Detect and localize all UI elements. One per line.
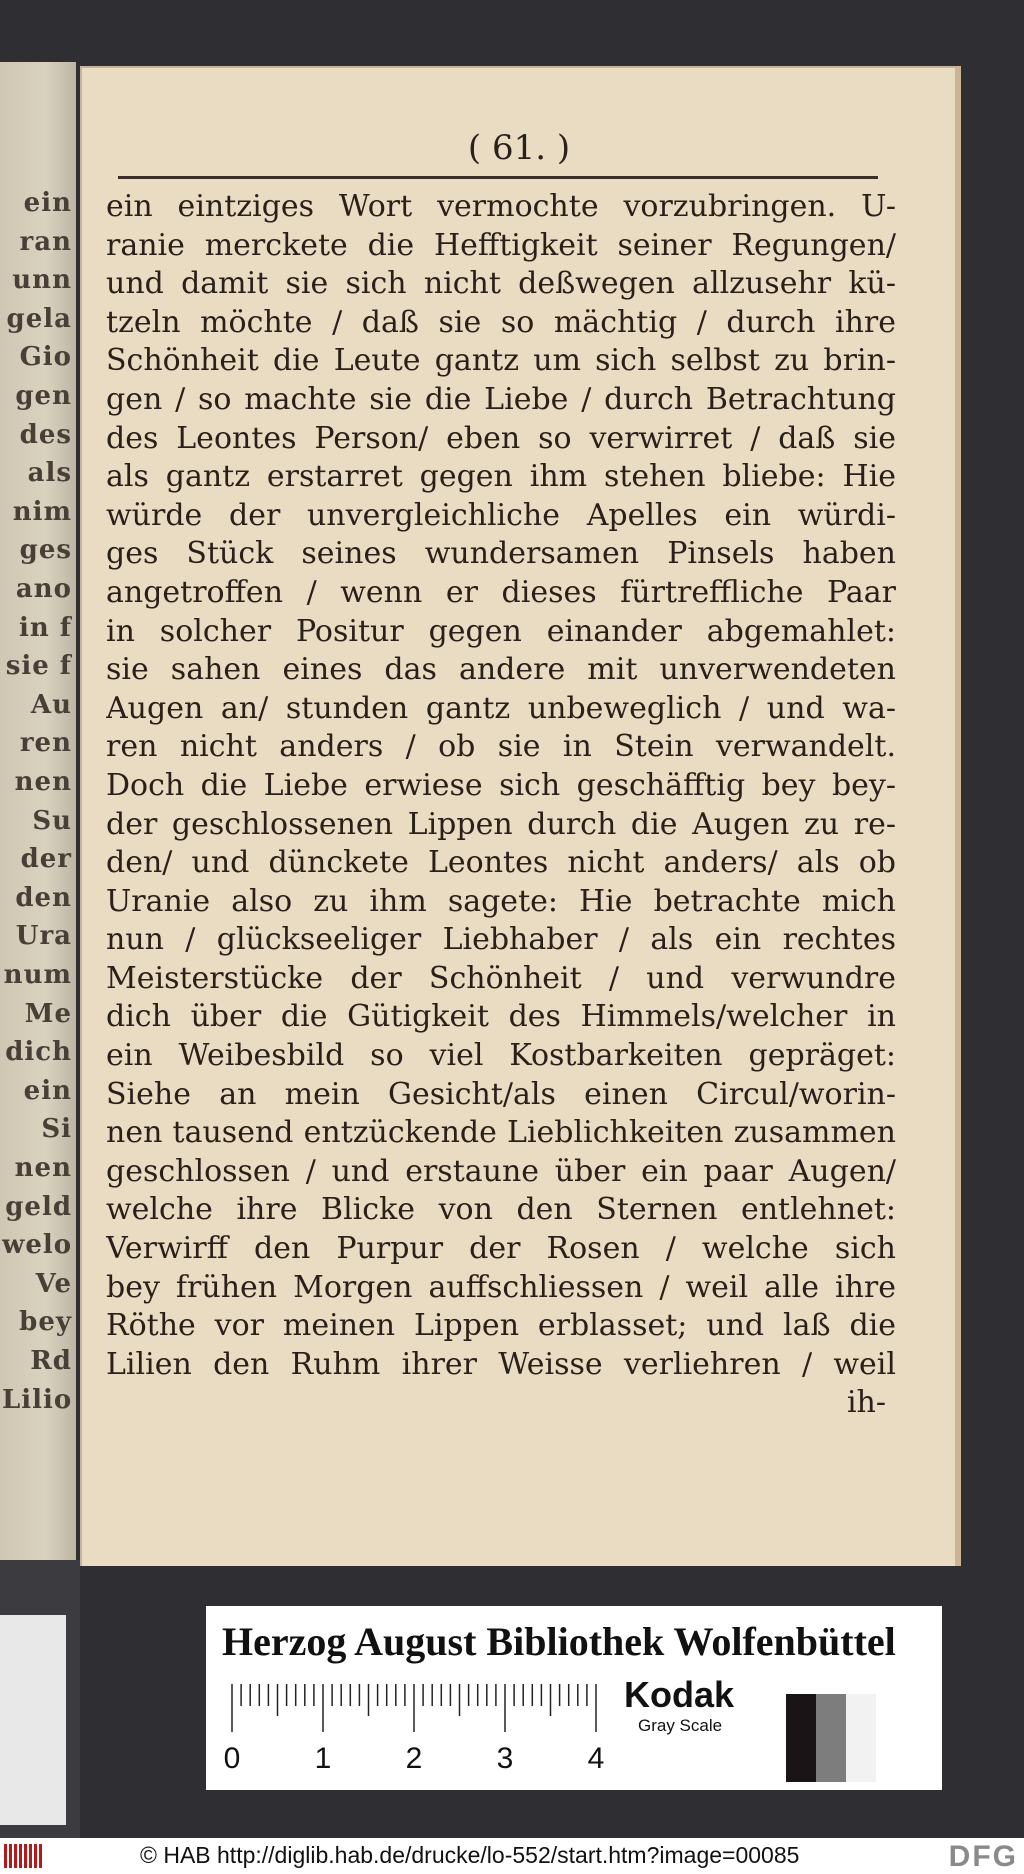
text-line: ein Weibesbild so viel Kostbarkeiten gepräget: [106,1038,896,1074]
left-page-fragment: sie f [5,651,72,682]
left-page-fragment: bey [19,1307,72,1338]
source-url[interactable]: © HAB http://diglib.hab.de/drucke/lo-552/start.htm?image=00085 [140,1842,800,1868]
hab-logo-icon [4,1844,48,1868]
text-line: Siehe an mein Gesicht/als einen Circul/worin- [106,1076,896,1112]
text-line: Verwirff den Purpur der Rosen / welche sich [106,1231,896,1267]
left-facing-page [0,62,76,1562]
ruler-number: 1 [314,1742,332,1775]
left-page-fragment: in f [18,612,72,643]
left-page-fragment: ren [19,728,72,759]
text-line: Doch die Liebe erwiese sich geschäfftig bey bey- [106,767,896,803]
left-page-fragment: geld [5,1191,72,1222]
kodak-logo: Kodak [624,1674,735,1715]
left-page-fragment: Gio [19,342,72,373]
gray-swatch [816,1694,846,1782]
left-page-fragment: ran [19,226,72,257]
text-line: als gantz erstarret gegen ihm stehen bliebe: Hie [106,459,896,495]
left-page-fragment: dich [5,1037,72,1068]
left-page-fragment: welo [2,1230,72,1261]
left-page-fragment: unn [12,265,72,296]
left-page-fragment: den [15,882,72,913]
ruler-number: 2 [405,1742,423,1775]
ruler [224,1676,604,1776]
text-line: würde der unvergleichliche Apelles ein würdi- [106,497,896,533]
gray-swatches [786,1694,876,1782]
text-line: ren nicht anders / ob sie in Stein verwandelt. [106,729,896,765]
left-page-fragment: als [27,458,72,489]
left-page-fragment: gen [15,381,72,411]
text-line: bey frühen Morgen auffschliessen / weil alle ihre [106,1269,896,1305]
text-line: ranie merckete die Hefftigkeit seiner Regungen/ [106,227,896,263]
text-line: nen tausend entzückende Lieblichkeiten zusammen [106,1115,896,1151]
left-page-fragment: Si [41,1114,72,1145]
page-edge [955,66,961,1566]
left-page-fragment: ano [15,574,72,604]
left-page-fragment: num [3,960,72,990]
left-page-fragment: Rd [30,1346,72,1376]
text-line: Uranie also zu ihm sagete: Hie betrachte mich [106,883,896,919]
color-calibration-card [206,1606,942,1790]
text-line: nun / glückseeliger Liebhaber / als ein rechtes [106,922,896,958]
left-page-fragment: Su [32,805,72,836]
text-line: des Leontes Person/ eben so verwirret / daß sie [106,420,896,456]
left-page-fragment: nim [12,496,72,527]
library-title: Herzog August Bibliothek Wolfenbüttel [222,1619,896,1664]
gray-scale-label: Gray Scale [638,1716,723,1735]
left-card-fragment [0,1615,66,1825]
text-line: in solcher Positur gegen einander abgemahlet: [106,613,896,649]
text-line: ein eintziges Wort vermochte vorzubringen. U- [106,189,896,224]
text-line: Röthe vor meinen Lippen erblasset; und laß die [106,1308,896,1344]
left-page-fragment: ges [19,535,72,566]
text-line: angetroffen / wenn er dieses fürtreffliche Paar [106,574,896,610]
text-line: sie sahen eines das andere mit unverwendeten [106,652,896,688]
text-line: der geschlossenen Lippen durch die Augen zu re- [106,806,896,842]
text-line: geschlossen / und erstaune über ein paar Augen/ [106,1153,896,1189]
text-line: Meisterstücke der Schönheit / und verwundre [106,960,896,996]
left-page-fragment: Au [30,689,72,720]
left-page-fragment: des [19,419,72,450]
left-page-fragment: gela [6,303,72,334]
left-page-fragment: nen [14,767,72,797]
text-line: und damit sie sich nicht deßwegen allzusehr kü- [106,266,896,302]
left-page-fragment: Me [24,998,72,1029]
text-line: Augen an/ stunden gantz unbeweglich / und wa- [106,690,896,726]
left-page-fragment: Ura [15,921,72,952]
ruler-number: 3 [496,1742,514,1775]
header-rule [118,176,878,179]
left-page-fragment: Lilio [2,1384,72,1415]
text-line: ges Stück seines wundersamen Pinsels haben [106,536,896,572]
text-line: welche ihre Blicke von den Sternen entlehnet: [106,1192,896,1228]
left-page-fragment: der [20,844,72,875]
gray-swatch [786,1694,816,1782]
text-line: dich über die Gütigkeit des Himmels/welcher in [106,999,896,1035]
footer-bar [0,1838,1024,1874]
dfg-logo: DFG [948,1840,1018,1873]
ruler-number: 4 [587,1742,604,1775]
page-text [106,188,896,1423]
left-page-fragment: ein [23,188,72,218]
page-number: ( 61. ) [467,128,571,168]
text-line: gen / so machte sie die Liebe / durch Betrachtung [106,381,896,417]
book-page [80,66,958,1566]
text-line: den/ und dünckete Leontes nicht anders/ als ob [106,845,896,881]
left-page-fragment: nen [14,1153,72,1183]
gray-swatch [846,1694,876,1782]
text-line: Schönheit die Leute gantz um sich selbst zu brin- [106,343,896,379]
left-page-fragment: ein [23,1075,72,1106]
left-page-fragment: Ve [35,1268,72,1299]
ruler-number: 0 [224,1742,241,1775]
catchword: ih- [846,1385,886,1421]
text-line: tzeln möchte / daß sie so mächtig / durch ihre [106,304,896,340]
text-line: Lilien den Ruhm ihrer Weisse verliehren / weil [106,1346,896,1382]
